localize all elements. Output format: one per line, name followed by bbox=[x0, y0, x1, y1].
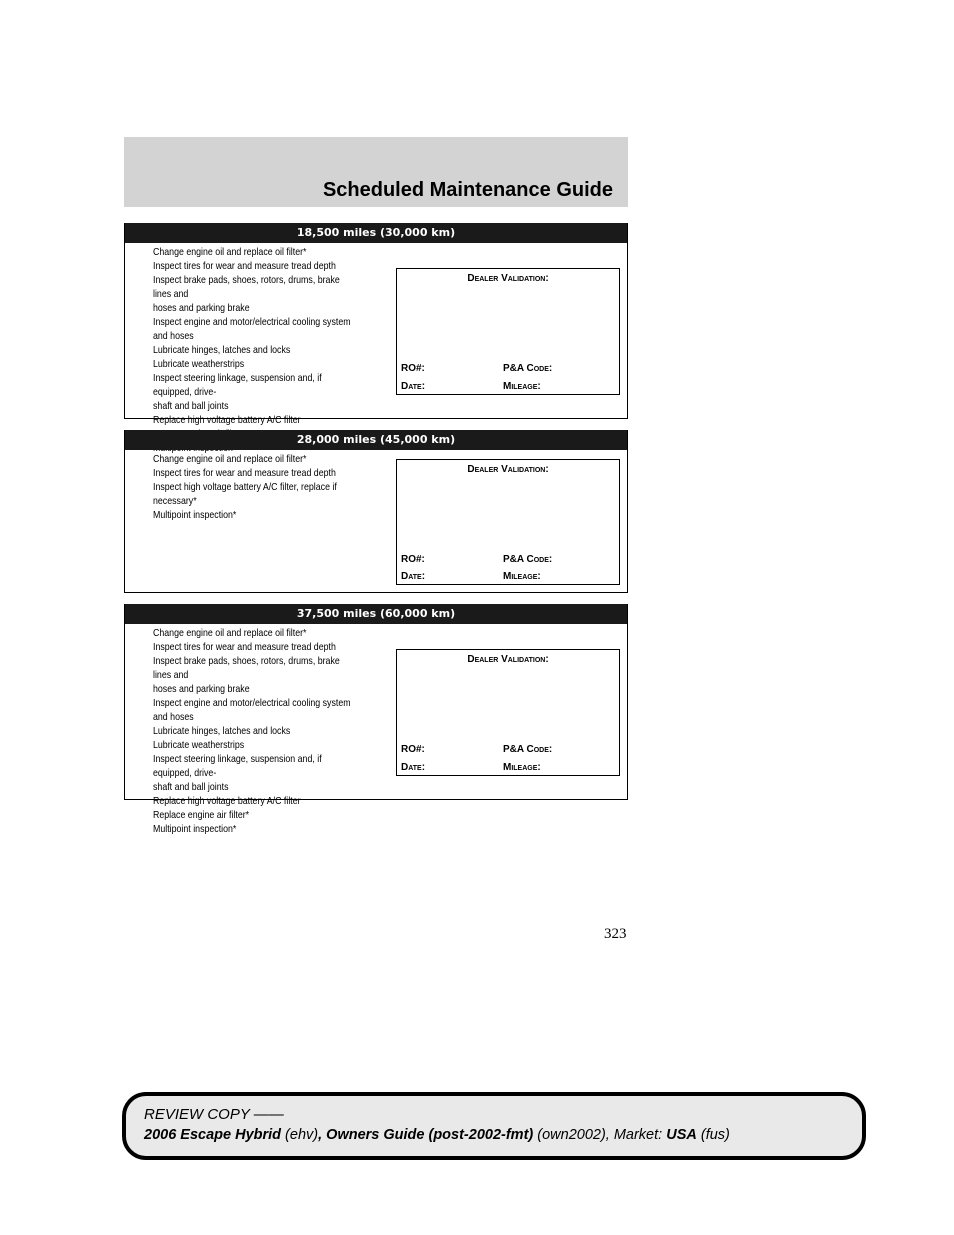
maintenance-section-3 bbox=[124, 604, 628, 835]
page-title: Scheduled Maintenance Guide bbox=[322, 179, 613, 201]
list-item: Change engine oil and replace oil filter* bbox=[153, 627, 307, 639]
mileage-label: Mileage: bbox=[503, 381, 541, 392]
dealer-validation-box bbox=[396, 459, 620, 585]
list-item: Lubricate weatherstrips bbox=[153, 358, 245, 370]
pa-code-label: P&A Code: bbox=[503, 363, 553, 374]
list-item: Inspect engine and motor/electrical cooling system and hoses bbox=[153, 316, 351, 342]
pa-code-label: P&A Code: bbox=[503, 554, 553, 565]
vehicle-code: (ehv) bbox=[281, 1127, 319, 1143]
list-item: Replace high voltage battery A/C filter bbox=[153, 414, 301, 426]
header-band bbox=[124, 137, 628, 207]
list-item: Inspect tires for wear and measure tread depth bbox=[153, 260, 336, 272]
vehicle-name: 2006 Escape Hybrid bbox=[144, 1127, 282, 1143]
dealer-validation-title: Dealer Validation: bbox=[467, 464, 549, 475]
section-title: 37,500 miles (60,000 km) bbox=[125, 604, 627, 624]
list-item: Multipoint inspection* bbox=[153, 823, 237, 835]
list-item: shaft and ball joints bbox=[153, 400, 229, 412]
task-list bbox=[153, 245, 351, 455]
list-item: Lubricate weatherstrips bbox=[153, 739, 245, 751]
dealer-validation-title: Dealer Validation: bbox=[467, 273, 549, 284]
mileage-label: Mileage: bbox=[503, 571, 541, 582]
list-item: Inspect brake pads, shoes, rotors, drums, brake lines and bbox=[153, 274, 340, 300]
list-item: Multipoint inspection* bbox=[153, 509, 237, 521]
task-list bbox=[153, 626, 351, 836]
review-copy-details bbox=[144, 1127, 730, 1143]
guide-name: Owners Guide (post-2002-fmt) bbox=[326, 1127, 534, 1143]
list-item: Replace high voltage battery A/C filter bbox=[153, 795, 301, 807]
ro-label: RO#: bbox=[401, 363, 425, 374]
separator: , bbox=[318, 1127, 327, 1143]
dealer-validation-title: Dealer Validation: bbox=[467, 654, 549, 665]
list-item: Inspect engine and motor/electrical cooling system and hoses bbox=[153, 697, 351, 723]
market-code: (fus) bbox=[696, 1127, 730, 1143]
list-item: Inspect high voltage battery A/C filter, replace if necessary* bbox=[153, 481, 337, 507]
ro-label: RO#: bbox=[401, 554, 425, 565]
list-item: Inspect steering linkage, suspension and, if equipped, drive- bbox=[153, 753, 322, 779]
ro-label: RO#: bbox=[401, 744, 425, 755]
review-copy-banner bbox=[122, 1092, 866, 1160]
list-item: Inspect tires for wear and measure tread depth bbox=[153, 641, 336, 653]
date-label: Date: bbox=[401, 571, 426, 582]
dealer-validation-box bbox=[396, 649, 620, 776]
list-item: hoses and parking brake bbox=[153, 302, 250, 314]
date-label: Date: bbox=[401, 381, 426, 392]
section-title: 18,500 miles (30,000 km) bbox=[125, 223, 627, 243]
maintenance-section-1 bbox=[124, 223, 628, 426]
pa-code-label: P&A Code: bbox=[503, 744, 553, 755]
maintenance-section-2 bbox=[124, 430, 628, 593]
list-item: Lubricate hinges, latches and locks bbox=[153, 344, 291, 356]
review-copy-label: REVIEW COPY —— bbox=[144, 1106, 284, 1123]
market-name: USA bbox=[666, 1127, 697, 1143]
list-item: Inspect brake pads, shoes, rotors, drums, brake lines and bbox=[153, 655, 340, 681]
guide-code: (own2002) bbox=[533, 1127, 606, 1143]
list-item: hoses and parking brake bbox=[153, 683, 250, 695]
dealer-validation-box bbox=[396, 268, 620, 395]
list-item: shaft and ball joints bbox=[153, 781, 229, 793]
mileage-label: Mileage: bbox=[503, 762, 541, 773]
list-item: Replace engine air filter* bbox=[153, 809, 250, 821]
list-item: Lubricate hinges, latches and locks bbox=[153, 725, 291, 737]
list-item: Inspect steering linkage, suspension and, if equipped, drive- bbox=[153, 372, 322, 398]
page-number: 323 bbox=[604, 926, 627, 942]
market-label: , Market: bbox=[605, 1127, 667, 1143]
task-list bbox=[153, 452, 351, 522]
section-title: 28,000 miles (45,000 km) bbox=[125, 430, 627, 450]
list-item: Change engine oil and replace oil filter* bbox=[153, 453, 307, 465]
date-label: Date: bbox=[401, 762, 426, 773]
list-item: Change engine oil and replace oil filter* bbox=[153, 246, 307, 258]
list-item: Inspect tires for wear and measure tread depth bbox=[153, 467, 336, 479]
